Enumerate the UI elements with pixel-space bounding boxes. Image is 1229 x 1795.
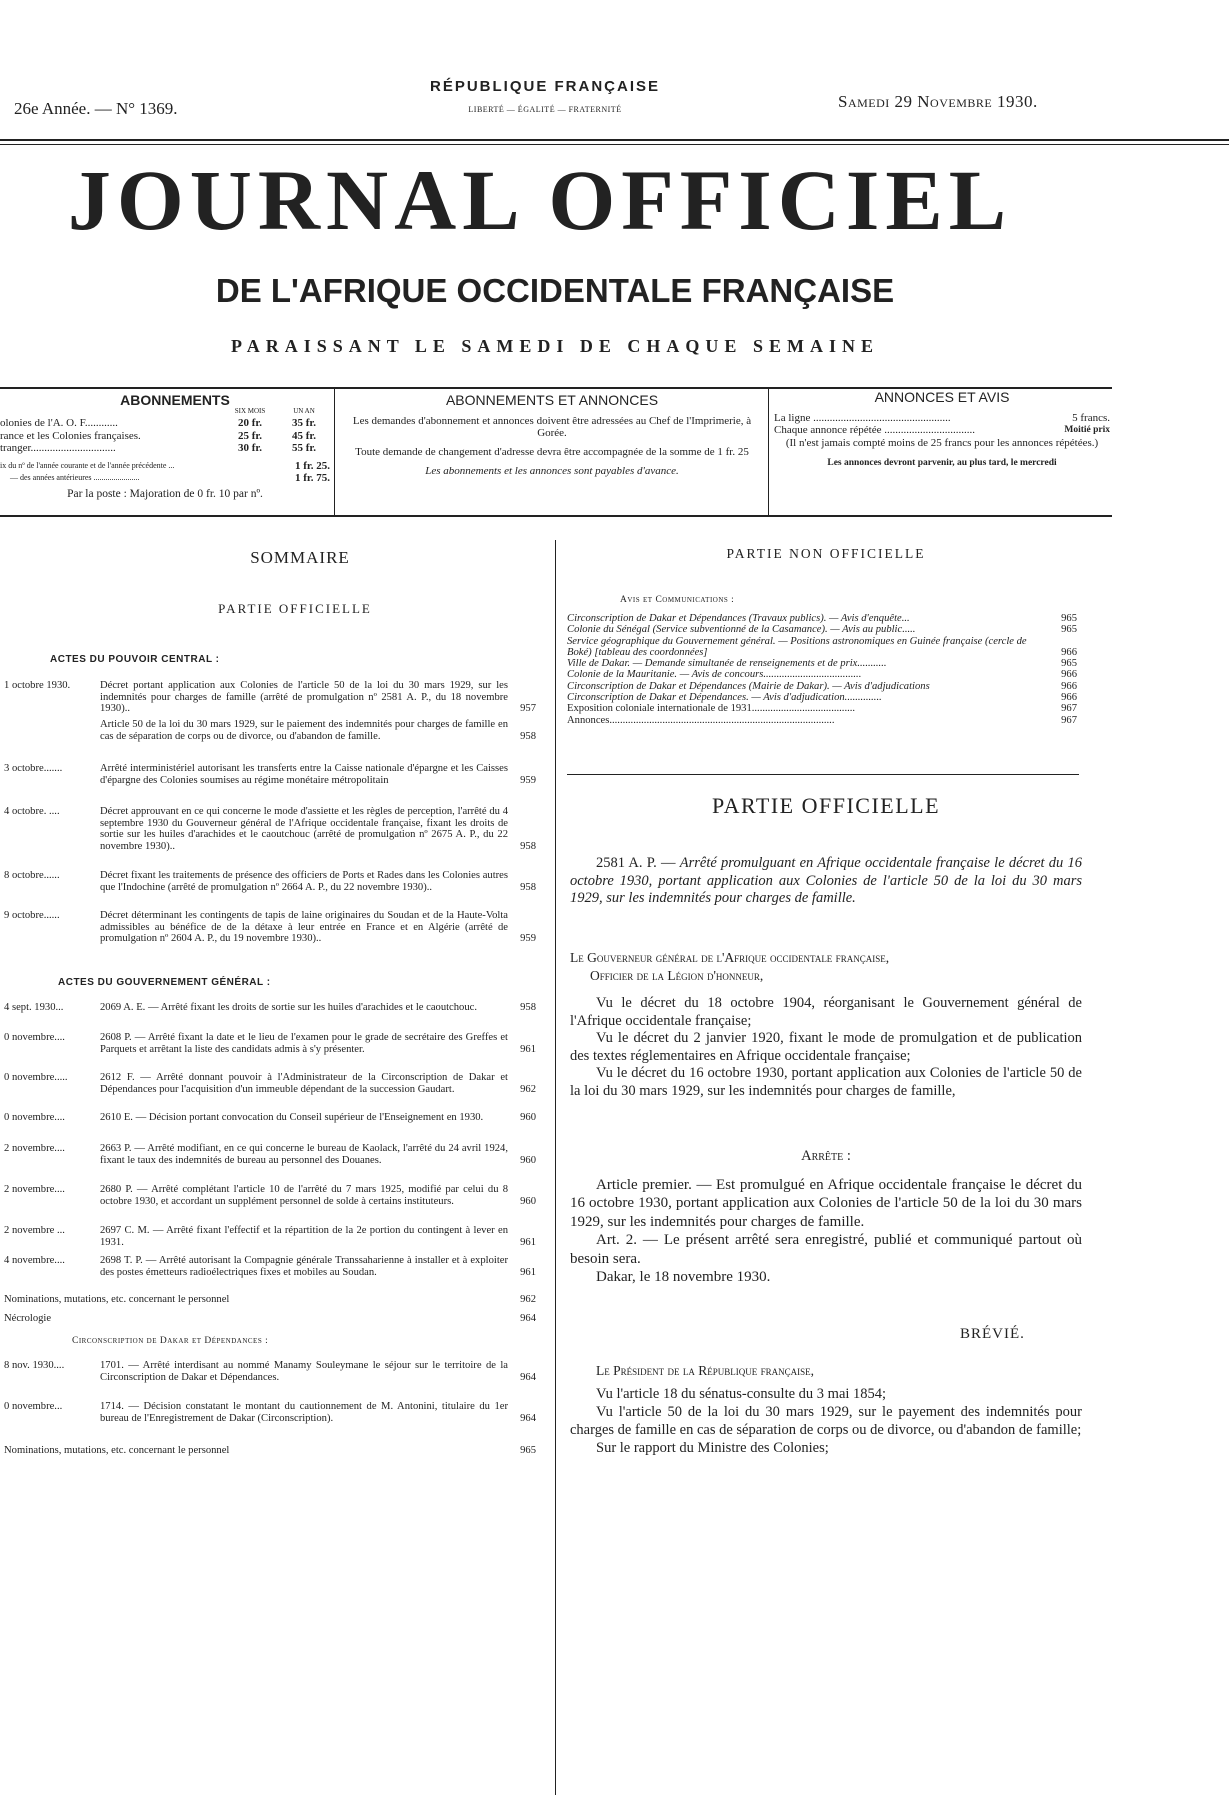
avis-repeat-label: Chaque annonce répétée ................................. [774, 424, 975, 436]
arrete-heading [570, 855, 1082, 908]
rate-row-france [0, 430, 330, 443]
avis-line-value: 5 francs. [1072, 411, 1110, 424]
arrete-heading-body: Arrêté promulguant en Afrique occidentale française le décret du 16 octobre 1930, portant application aux Colonies de l'article 50 de la loi du 30 mars 1929, sur les indemnités pour charges de famille. [570, 855, 1082, 907]
entry-page: 962 [520, 1083, 536, 1095]
entry-page: 959 [520, 933, 536, 944]
entry-page: 964 [520, 1371, 536, 1383]
vu-clause: Vu le décret du 2 janvier 1920, fixant le mode de promulgation et de publication des textes réglementaires en Afrique occidentale française; [570, 1030, 1082, 1064]
entry-text: 2663 P. — Arrêté modifiant, en ce qui concerne le bureau de Kaolack, l'arrêté du 24 avril 1924, fixant le taux des indemnités de bureau au personnel des Douanes. [100, 1143, 508, 1166]
place-date: Dakar, le 18 novembre 1930. [596, 1269, 771, 1286]
sommaire-title: SOMMAIRE [250, 548, 350, 567]
entry-date: 0 novembre..... [4, 1072, 68, 1083]
sommaire-entry [4, 1360, 536, 1383]
entry-text: 2610 E. — Décision portant convocation du Conseil supérieur de l'Enseignement en 1930. [100, 1112, 484, 1123]
sommaire-entry [4, 1112, 536, 1124]
articles [570, 1176, 1082, 1286]
entry-text: Arrêté interministériel autorisant les transferts entre la Caisse nationale d'épargne et les Caisses d'épargne des Colonies soumises au régime monétaire métropolitain [100, 763, 508, 786]
year-issue: 26e Année. — N° 1369. [14, 99, 178, 118]
rate-six: 25 fr. [237, 429, 263, 442]
entry-date: 3 octobre....... [4, 763, 63, 774]
rate-label: rance et les Colonies françaises. [0, 429, 141, 442]
entry-text: 1714. — Décision constatant le montant du cautionnement de M. Antonini, titulaire du 1er bureau de l'Enregistrement de Dakar (Circonscription). [100, 1401, 508, 1424]
entry-page: 965 [520, 1445, 536, 1456]
entry-text: Article 50 de la loi du 30 mars 1929, sur le paiement des indemnités pour charges de famille en cas de séparation de corps ou de divorce, ou d'abandon de famille. [100, 719, 508, 742]
abonnements-panel [0, 394, 330, 500]
rates-divider-2 [768, 389, 769, 515]
sommaire-entry [4, 719, 536, 742]
section-pouvoir-central: ACTES DU POUVOIR CENTRAL : [50, 654, 220, 665]
rate-row-etranger [0, 442, 330, 455]
sommaire-entry [4, 1072, 536, 1095]
notice-item [567, 658, 1077, 669]
notice-page: 967 [1061, 703, 1077, 715]
article-1: Article premier. — Est promulgué en Afrique occidentale française le décret du 16 octobre 1930, portant application aux Colonies de l'article 50 de la loi du 30 mars 1929, sur les indemnités pour charges de famille. [570, 1177, 1082, 1230]
non-officielle-list [567, 613, 1077, 726]
notice-page: 966 [1061, 669, 1077, 681]
entry-page: 961 [520, 1043, 536, 1055]
entry-text: Nominations, mutations, etc. concernant le personnel [4, 1445, 230, 1456]
entry-date: 2 novembre.... [4, 1143, 65, 1154]
notice-item [567, 692, 1077, 703]
entry-text: Décret approuvant en ce qui concerne le mode d'assiette et les règles de perception, l'arrêté du 4 septembre 1930 du Gouverneur général de l'Afrique occidentale française, fixant les droits de sortie sur les huiles d'arachides et le caoutchouc (arrêté de promulgation nº 2675 A. P., du 22 novembre 1930).. [100, 806, 508, 852]
entry-page: 959 [520, 774, 536, 786]
issue-date: Samedi 29 Novembre 1930. [838, 92, 1038, 111]
section-gouvernement-general: ACTES DU GOUVERNEMENT GÉNÉRAL : [58, 977, 271, 988]
rates-rule-bottom [0, 515, 1112, 517]
avis-communications-heading: Avis et Communications : [620, 595, 735, 605]
journal-subtitle: DE L'AFRIQUE OCCIDENTALE FRANÇAISE [215, 272, 895, 309]
notice-text: Circonscription de Dakar et Dépendances. — Avis d'adjudication.............. [567, 692, 882, 704]
avis-line [774, 412, 1110, 425]
entry-page: 964 [520, 1313, 536, 1324]
notice-item [567, 669, 1077, 680]
notice-page: 965 [1061, 624, 1077, 636]
rates-divider-1 [334, 389, 335, 515]
arrete-number: 2581 A. P. — [596, 855, 676, 871]
avis-repeat-value: Moitié prix [1064, 425, 1110, 435]
vu-clause: Vu l'article 18 du sénatus-consulte du 3 mai 1854; [596, 1386, 887, 1402]
notice-page: 966 [1061, 692, 1077, 704]
avis-panel [774, 391, 1110, 470]
avis-footer: Les annonces devront parvenir, au plus tard, le mercredi [827, 458, 1057, 468]
sommaire-entry [4, 1401, 536, 1424]
notice-item [567, 703, 1077, 714]
notice-text: Colonie de la Mauritanie. — Avis de concours..................................... [567, 669, 862, 681]
notice-text: Annonces..................................................................................... [567, 714, 835, 726]
sommaire-entry [4, 1255, 536, 1278]
abonnements-title: ABONNEMENTS [120, 392, 230, 408]
entry-date: 8 octobre...... [4, 870, 60, 881]
col-un-an: UN AN [293, 406, 315, 415]
issue-price-old [0, 472, 330, 485]
entry-page: 958 [520, 730, 536, 742]
notice-item [567, 613, 1077, 624]
signature: BRÉVIÉ. [960, 1326, 1025, 1342]
avis-note: (Il n'est jamais compté moins de 25 francs pour les annonces répétées.) [785, 436, 1099, 449]
notice-item [567, 636, 1077, 659]
sommaire-entry [4, 1184, 536, 1207]
vu-clauses-2 [570, 1385, 1082, 1457]
vu-clause: Vu le décret du 16 octobre 1930, portant application aux Colonies de l'article 50 de la loi du 30 mars 1929, sur les indemnités pour charges de famille, [570, 1065, 1082, 1099]
vu-clauses [570, 995, 1082, 1101]
publication-frequency: PARAISSANT LE SAMEDI DE CHAQUE SEMAINE [231, 336, 879, 356]
notice-text: Colonie du Sénégal (Service subventionné de la Casamance). — Avis au public..... [567, 624, 916, 636]
entry-text: 2612 F. — Arrêté donnant pouvoir à l'Administrateur de la Circonscription de Dakar et Dépendances pour l'acquisition d'un immeuble dépendant de la succession Gaudart. [100, 1072, 508, 1095]
notice-item [567, 715, 1077, 726]
article-2: Art. 2. — Le présent arrêté sera enregistré, publié et communiqué partout où besoin sera. [570, 1232, 1082, 1267]
notice-page: 966 [1061, 646, 1077, 658]
notice-text: Circonscription de Dakar et Dépendances (Mairie de Dakar). — Avis d'adjudications [567, 680, 930, 692]
entry-date: 0 novembre.... [4, 1032, 65, 1043]
rate-year: 35 fr. [291, 417, 317, 429]
sommaire-misc [4, 1313, 536, 1325]
entry-text: Décret portant application aux Colonies de l'article 50 de la loi du 30 mars 1929, sur les indemnités pour charges de famille (arrêté de promulgation nº 2581 A. P., du 18 novembre 1930).. [100, 680, 508, 714]
entry-text: 1701. — Arrêté interdisant au nommé Manamy Souleymane le séjour sur le territoire de la Circonscription de Dakar et Dépendances. [100, 1360, 508, 1383]
sommaire-entry [4, 870, 536, 893]
sommaire-misc [4, 1294, 536, 1306]
entry-page: 962 [520, 1294, 536, 1305]
vu-clause: Vu le décret du 18 octobre 1904, réorganisant le Gouvernement général de l'Afrique occidentale française; [570, 995, 1082, 1029]
notice-page: 967 [1061, 714, 1077, 726]
entry-text: 2608 P. — Arrêté fixant la date et le lieu de l'examen pour le grade de secrétaire des Greffes et Parquets et arrêtant la liste des candidats admis à s'y présenter. [100, 1032, 508, 1055]
entry-date: 4 novembre.... [4, 1255, 65, 1266]
officielle-title: PARTIE OFFICIELLE [711, 793, 941, 818]
notice-text: Exposition coloniale internationale de 1931....................................... [567, 703, 856, 715]
vu-clause: Vu l'article 50 de la loi du 30 mars 1929, sur le payement des indemnités pour charges de famille en cas de séparation de corps ou de divorce, ou d'abandon de famille; [570, 1404, 1082, 1438]
entry-text: 2698 T. P. — Arrêté autorisant la Compagnie générale Transsaharienne à installer et à exploiter des postes émetteurs radioélectriques fixes et mobiles au Soudan. [100, 1255, 508, 1278]
notice-page: 965 [1061, 658, 1077, 670]
section-circonscription-dakar: Circonscription de Dakar et Dépendances : [72, 1336, 269, 1346]
entry-date: 9 octobre...... [4, 910, 60, 921]
sommaire-entry [4, 910, 536, 945]
entry-date: 8 nov. 1930.... [4, 1360, 65, 1371]
arrete-heading-text [570, 855, 1082, 908]
rate-year: 45 fr. [291, 429, 317, 442]
republic-motto: LIBERTÉ — ÉGALITÉ — FRATERNITÉ [468, 105, 622, 114]
entry-date: 0 novembre.... [4, 1112, 65, 1123]
col-six-mois: SIX MOIS [234, 406, 266, 415]
entry-date: 2 novembre ... [4, 1225, 65, 1236]
annonces-footer: Les abonnements et les annonces sont payables d'avance. [425, 465, 679, 477]
issue-price-value: 1 fr. 25. [294, 459, 330, 472]
postage-note: Par la poste : Majoration de 0 fr. 10 par nº. [67, 487, 263, 500]
notice-text: Circonscription de Dakar et Dépendances (Travaux publics). — Avis d'enquête... [567, 613, 910, 624]
entry-text: Nécrologie [4, 1313, 52, 1324]
issue-price-value: 1 fr. 75. [294, 472, 330, 484]
entry-page: 958 [520, 1002, 536, 1013]
entry-date: 4 octobre. .... [4, 806, 60, 817]
sommaire-entry [4, 1225, 536, 1248]
sommaire-entry [4, 1032, 536, 1055]
entry-text: 2069 A. E. — Arrêté fixant les droits de sortie sur les huiles d'arachides et le caoutchouc. [100, 1002, 477, 1013]
rate-six: 30 fr. [237, 442, 263, 454]
masthead-rule-top-2 [0, 144, 1229, 145]
entry-date: 0 novembre... [4, 1401, 63, 1412]
entry-text: 2680 P. — Arrêté complétant l'article 10 de l'arrêté du 7 mars 1925, modifié par celui du 8 octobre 1930, et accordant un supplément personnel de solde à certains instituteurs. [100, 1184, 508, 1207]
gouverneur-line-2: Officier de la Légion d'honneur, [590, 967, 764, 983]
issue-price-current [0, 460, 330, 473]
republic-heading: RÉPUBLIQUE FRANÇAISE [429, 78, 660, 95]
entry-text: Décret fixant les traitements de présence des officiers de Ports et Rades dans les Colonies autres que l'Indochine (arrêté de promulgation nº 2664 A. P., du 22 novembre 1930).. [100, 870, 508, 893]
rate-row-aof [0, 417, 330, 430]
notice-item [567, 681, 1077, 692]
entry-date: 4 sept. 1930... [4, 1002, 64, 1013]
column-divider [555, 540, 556, 1795]
entry-page: 961 [520, 1236, 536, 1248]
notice-text: Ville de Dakar. — Demande simultanée de renseignements et de prix........... [567, 658, 887, 670]
sommaire-entry [4, 806, 536, 852]
rate-label: olonies de l'A. O. F............ [0, 417, 118, 429]
entry-page: 960 [520, 1112, 536, 1123]
notice-item [567, 624, 1077, 635]
annonces-title: ABONNEMENTS ET ANNONCES [445, 392, 659, 408]
entry-date: 1 octobre 1930. [4, 680, 71, 691]
section-rule [567, 774, 1079, 775]
entry-date: 2 novembre.... [4, 1184, 65, 1195]
entry-page: 960 [520, 1195, 536, 1207]
notice-page: 966 [1061, 680, 1077, 692]
entry-page: 957 [520, 703, 536, 714]
notice-page: 965 [1061, 613, 1077, 624]
avis-line-label: La ligne .................................................. [774, 411, 951, 424]
gouverneur-line-1: Le Gouverneur général de l'Afrique occidentale française, [570, 950, 890, 965]
entry-text: 2697 C. M. — Arrêté fixant l'effectif et la répartition de la 2e portion du contingent à lever en 1931. [100, 1225, 508, 1248]
sommaire-entry [4, 763, 536, 786]
annonces-text-1: Les demandes d'abonnement et annonces doivent être adressées au Chef de l'Imprimerie, à Gorée. [352, 414, 752, 439]
sommaire-misc [4, 1445, 536, 1457]
issue-price-label: — des années antérieures ....................... [10, 473, 140, 482]
journal-title: JOURNAL OFFICIEL [67, 152, 1013, 248]
non-officielle-title: PARTIE NON OFFICIELLE [726, 546, 926, 561]
sommaire-entry [4, 1143, 536, 1166]
sommaire-entry [4, 680, 536, 715]
entry-text: Décret déterminant les contingents de tapis de laine originaires du Soudan et de la Haute-Volta admissibles au bénéfice de de la détaxe à leur entrée en France et en Algérie (arrêté de promulgation nº 2604 A. P., du 19 novembre 1930).. [100, 910, 508, 944]
masthead-rule-top [0, 139, 1229, 141]
rate-year: 55 fr. [291, 442, 317, 454]
notice-text: Service géographique du Gouvernement général. — Positions astronomiques en Guinée française (cercle de Boké) [tableau des coordonnées] [567, 635, 1027, 658]
vu-clause: Sur le rapport du Ministre des Colonies; [596, 1440, 829, 1456]
annonces-panel [340, 394, 764, 478]
president-title: Le Président de la République française, [596, 1363, 815, 1378]
issue-price-label: ix du nº de l'année courante et de l'année précédente ... [0, 460, 175, 470]
entry-page: 958 [520, 881, 536, 893]
arrete-verb: Arrête : [801, 1148, 851, 1164]
rate-label: tranger............................... [0, 442, 116, 454]
entry-page: 958 [520, 840, 536, 852]
rate-six: 20 fr. [237, 417, 263, 429]
entry-page: 960 [520, 1154, 536, 1166]
avis-repeat [774, 424, 1110, 437]
entry-page: 961 [520, 1266, 536, 1278]
entry-text: Nominations, mutations, etc. concernant le personnel [4, 1294, 230, 1305]
avis-title: ANNONCES ET AVIS [874, 389, 1010, 405]
sommaire-entry [4, 1002, 536, 1014]
entry-page: 964 [520, 1412, 536, 1424]
gouverneur-title [570, 949, 1082, 984]
annonces-text-2: Toute demande de changement d'adresse devra être accompagnée de la somme de 1 fr. 25 [355, 445, 749, 458]
sommaire-partie: PARTIE OFFICIELLE [218, 601, 372, 616]
